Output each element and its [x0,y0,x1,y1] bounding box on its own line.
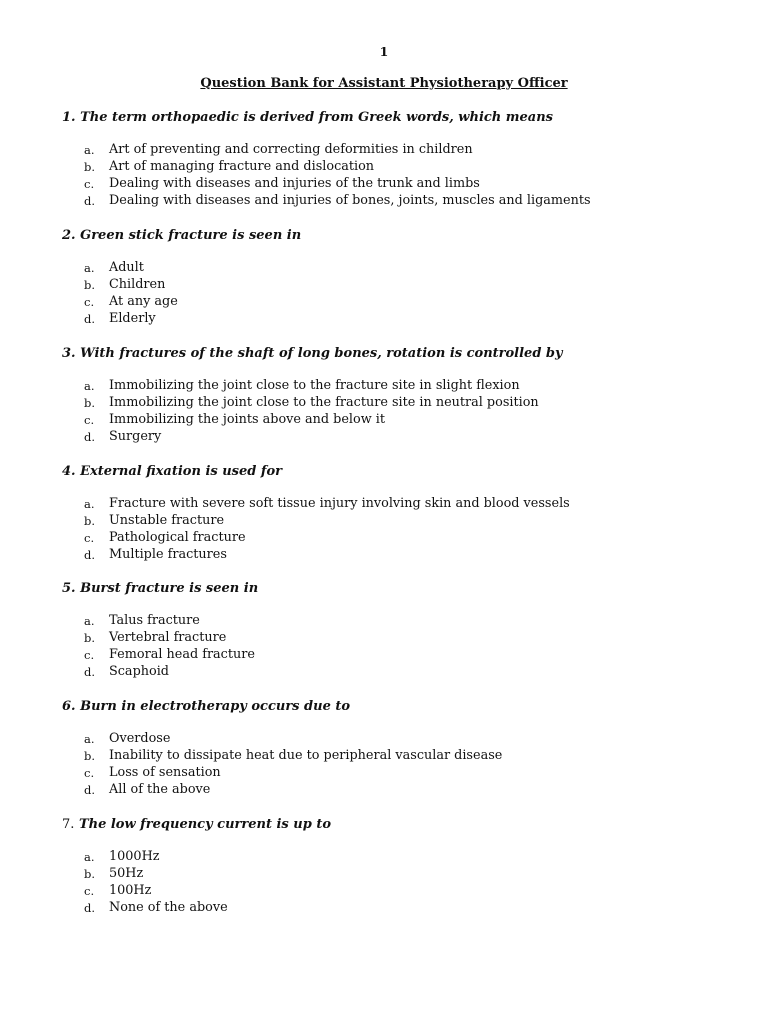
question-number: 2. [62,228,76,243]
option-d [84,429,752,446]
option-letter: d. [84,193,96,208]
option-text: Adult [109,260,144,275]
option-text: Elderly [109,310,156,326]
option-text: Overdose [109,731,171,746]
option-a [84,260,752,277]
option-c [84,176,752,193]
question-4 [62,463,752,564]
question-3 [62,345,752,446]
option-b [84,866,752,883]
option-letter: d. [84,311,96,326]
option-text: Art of managing fracture and dislocation [109,158,375,174]
option-letter: a. [84,614,95,628]
option-letter: a. [84,379,95,393]
question-6 [62,698,752,799]
option-b [84,513,752,530]
option-text: Unstable fracture [109,512,225,528]
option-c [84,765,752,782]
option-letter: c. [84,176,95,191]
option-d [84,664,752,681]
question-stem: Green stick fracture is seen in [80,228,302,243]
option-letter: c. [84,765,95,780]
option-text: 50Hz [109,865,144,881]
option-d [84,782,752,799]
question-6-text [62,698,752,716]
option-b [84,277,752,294]
option-text: Dealing with diseases and injuries of the trunk and limbs [109,175,480,191]
answer-options [62,260,752,328]
option-text: Immobilizing the joint close to the fracture site in slight flexion [109,378,520,393]
option-a [84,378,752,395]
option-text: At any age [109,293,178,309]
option-c [84,294,752,311]
option-text: Loss of sensation [109,764,221,780]
option-letter: c. [84,412,95,427]
question-stem: The low frequency current is up to [78,817,332,832]
question-number: 4. [62,464,76,479]
option-text: Immobilizing the joints above and below it [109,411,385,427]
option-letter: a. [84,261,95,275]
option-b [84,159,752,176]
option-letter: a. [84,732,95,746]
question-7 [62,816,752,917]
answer-options [62,731,752,799]
question-2 [62,227,752,328]
option-text: Surgery [109,428,162,444]
answer-options [62,613,752,681]
option-letter: a. [84,143,95,157]
option-letter: b. [84,395,96,410]
question-1 [62,109,752,210]
option-text: All of the above [109,781,211,797]
question-stem: The term orthopaedic is derived from Greek words, which means [80,110,553,125]
option-d [84,547,752,564]
question-number: 3. [62,346,76,361]
option-letter: b. [84,159,96,174]
option-text: Fracture with severe soft tissue injury involving skin and blood vessels [109,496,570,511]
question-number: 5. [62,581,76,596]
option-text: None of the above [109,899,228,915]
document-title: Question Bank for Assistant Physiotherapy Officer [200,76,568,91]
option-text: Children [109,276,166,292]
option-text: Immobilizing the joint close to the fracture site in neutral position [109,394,539,410]
option-text: 100Hz [109,882,152,898]
option-letter: a. [84,850,95,864]
question-number: 1. [62,110,76,125]
option-text: Vertebral fracture [109,629,227,645]
option-letter: b. [84,513,96,528]
option-d [84,900,752,917]
option-b [84,395,752,412]
option-a [84,496,752,513]
option-letter: d. [84,782,96,797]
option-d [84,193,752,210]
option-a [84,731,752,748]
question-stem: With fractures of the shaft of long bones, rotation is controlled by [80,346,563,361]
option-letter: c. [84,294,95,309]
option-c [84,647,752,664]
option-c [84,530,752,547]
question-3-text [62,345,752,363]
option-letter: d. [84,664,96,679]
option-d [84,311,752,328]
option-letter: d. [84,547,96,562]
question-stem: External fixation is used for [80,464,283,479]
option-letter: b. [84,277,96,292]
question-4-text [62,463,752,481]
option-text: 1000Hz [109,849,160,864]
option-c [84,883,752,900]
option-a [84,142,752,159]
option-letter: b. [84,866,96,881]
question-stem: Burst fracture is seen in [80,581,259,596]
question-number: 6. [62,699,76,714]
question-number: 7. [62,817,75,832]
option-letter: b. [84,748,96,763]
option-text: Multiple fractures [109,546,227,562]
option-letter: a. [84,497,95,511]
option-b [84,630,752,647]
question-stem: Burn in electrotherapy occurs due to [80,699,351,714]
option-text: Art of preventing and correcting deformities in children [109,142,473,157]
option-text: Talus fracture [109,613,200,628]
question-5-text [62,580,752,598]
page-number: 1 [379,44,389,59]
answer-options [62,849,752,917]
question-1-text [62,109,752,127]
option-letter: d. [84,900,96,915]
question-5 [62,580,752,681]
option-letter: c. [84,530,95,545]
option-text: Dealing with diseases and injuries of bones, joints, muscles and ligaments [109,192,591,208]
option-letter: c. [84,647,95,662]
answer-options [62,378,752,446]
option-text: Scaphoid [109,663,169,679]
option-text: Femoral head fracture [109,646,255,662]
option-a [84,613,752,630]
option-letter: c. [84,883,95,898]
option-a [84,849,752,866]
option-text: Pathological fracture [109,529,246,545]
answer-options [62,496,752,564]
option-c [84,412,752,429]
option-letter: b. [84,630,96,645]
option-b [84,748,752,765]
question-7-text [62,816,752,834]
option-text: Inability to dissipate heat due to peripheral vascular disease [109,747,503,763]
question-2-text [62,227,752,245]
option-letter: d. [84,429,96,444]
answer-options [62,142,752,210]
